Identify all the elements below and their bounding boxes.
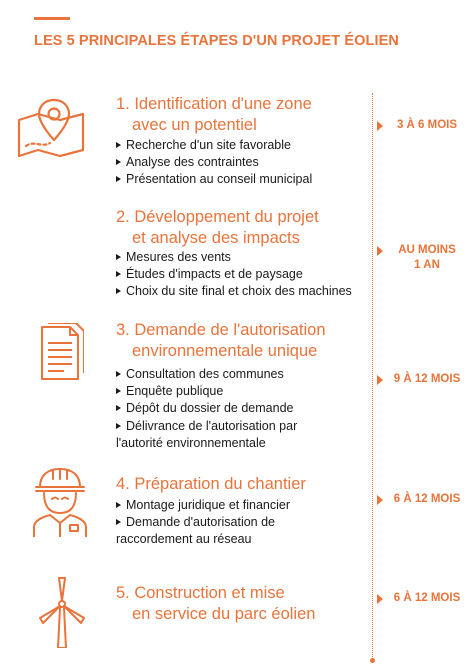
list-item: Analyse des contraintes: [116, 154, 366, 171]
step-4-list: [116, 497, 366, 549]
list-item: Dépôt du dossier de demande: [116, 400, 366, 417]
list-item: Présentation au conseil municipal: [116, 171, 366, 188]
step-3-list: [116, 366, 366, 452]
step-1-title: 1. Identification d'une zone avec un potentiel: [116, 95, 312, 134]
triangle-marker-icon: [377, 495, 383, 505]
triangle-marker-icon: [377, 121, 383, 131]
step-1-list: [116, 137, 366, 189]
list-item: Montage juridique et financier: [116, 497, 366, 514]
step-3-title: 3. Demande de l'autorisation environnementale unique: [116, 321, 326, 360]
timeline-end-dot: [370, 658, 375, 663]
timeline-line: [372, 93, 373, 663]
wind-turbine-icon: [32, 576, 102, 653]
list-item: Délivrance de l'autorisation par l'autorité environnementale: [116, 418, 366, 452]
list-item: Demande d'autorisation de raccordement au réseau: [116, 514, 366, 548]
step-5-title: 5. Construction et mise en service du parc éolien: [116, 584, 316, 623]
step-2-title: 2. Développement du projet et analyse des impacts: [116, 208, 319, 247]
triangle-marker-icon: [377, 246, 383, 256]
list-item: Consultation des communes: [116, 366, 366, 383]
list-item: Enquête publique: [116, 383, 366, 400]
document-icon: [40, 323, 110, 386]
list-item: Mesures des vents: [116, 249, 366, 266]
title-accent-bar: [34, 17, 70, 20]
list-item: Recherche d'un site favorable: [116, 137, 366, 154]
page-title: LES 5 PRINCIPALES ÉTAPES D'UN PROJET ÉOLIEN: [34, 33, 399, 49]
construction-worker-icon: [28, 465, 98, 542]
step-2-list: [116, 249, 366, 301]
triangle-marker-icon: [377, 594, 383, 604]
list-item: Études d'impacts et de paysage: [116, 266, 366, 283]
map-location-icon: [16, 96, 86, 165]
step-4-title: 4. Préparation du chantier: [116, 475, 306, 493]
list-item: Choix du site final et choix des machines: [116, 283, 366, 300]
triangle-marker-icon: [377, 375, 383, 385]
